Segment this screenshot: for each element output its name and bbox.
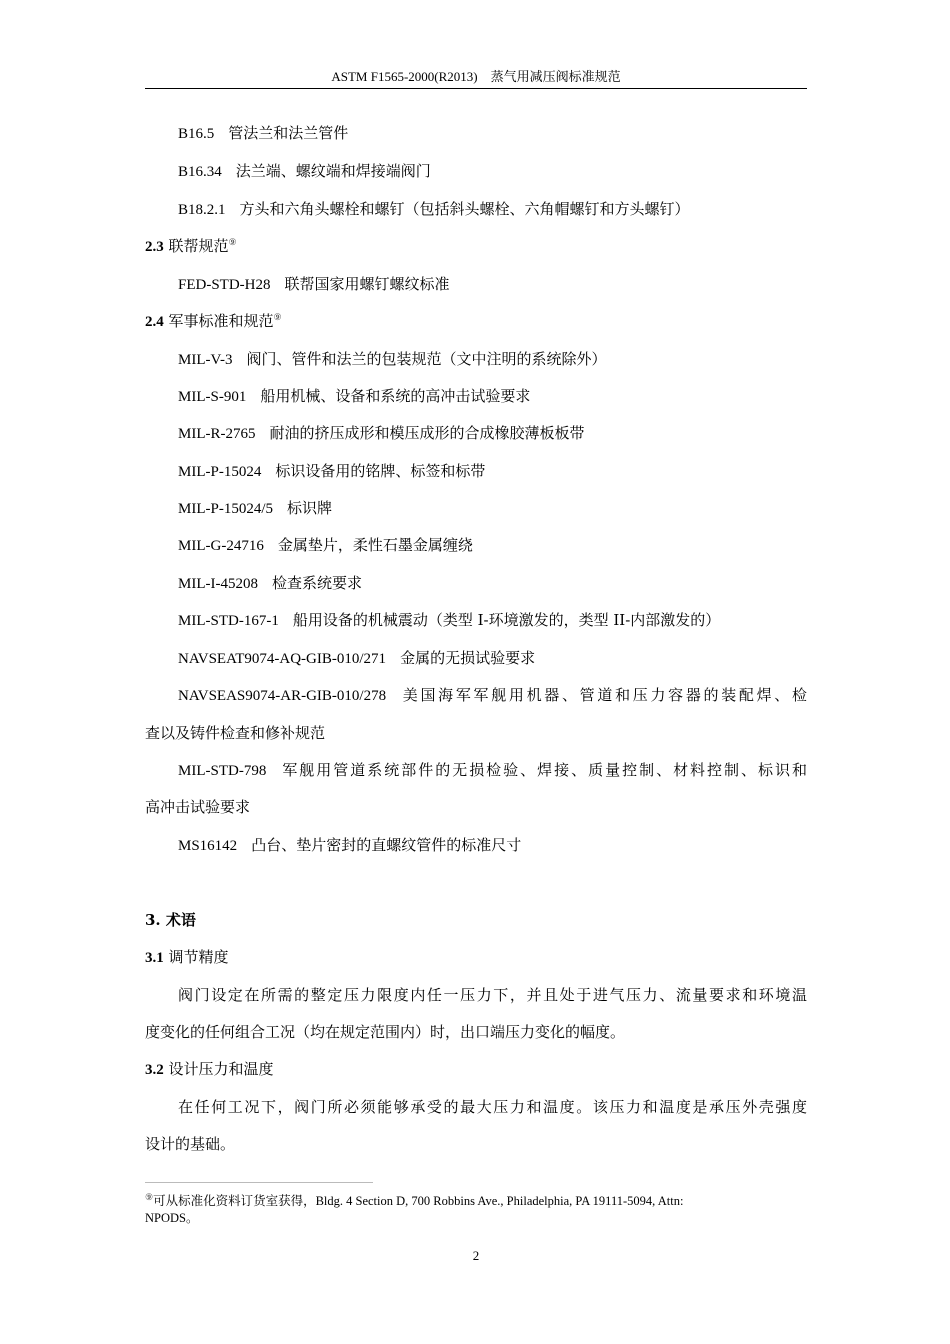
section-heading-3-1: 3.1 调节精度 bbox=[145, 948, 229, 966]
footnote-line: NPODS。 bbox=[145, 1211, 199, 1225]
footnote-rule bbox=[145, 1182, 373, 1183]
reference-item: MIL-G-24716 金属垫片，柔性石墨金属缠绕 bbox=[178, 536, 473, 554]
paragraph-line: 设计的基础。 bbox=[145, 1135, 236, 1153]
page-header: ASTM F1565-2000(R2013) 蒸气用减压阀标准规范 bbox=[331, 69, 621, 84]
reference-item: MIL-P-15024 标识设备用的铭牌、标签和标带 bbox=[178, 462, 486, 480]
paragraph-line: 度变化的任何组合工况（均在规定范围内）时，出口端压力变化的幅度。 bbox=[145, 1023, 626, 1041]
reference-item: B16.34 法兰端、螺纹端和焊接端阀门 bbox=[178, 162, 431, 180]
section-heading-2-4: 2.4 军事标准和规范⑨ bbox=[145, 312, 282, 330]
reference-item: MIL-R-2765 耐油的挤压成形和模压成形的合成橡胶薄板板带 bbox=[178, 424, 585, 442]
reference-item: MIL-I-45208 检查系统要求 bbox=[178, 574, 362, 592]
section-heading-2-3: 2.3 联帮规范⑨ bbox=[145, 237, 237, 255]
reference-item-continued: 查以及铸件检查和修补规范 bbox=[145, 724, 326, 742]
footnote-line: ⑨可从标准化资料订货室获得，Bldg. 4 Section D, 700 Robbins Ave., Philadelphia, PA 19111-5094, Attn: bbox=[145, 1191, 684, 1208]
reference-item-continued: 高冲击试验要求 bbox=[145, 798, 251, 816]
header-rule bbox=[145, 88, 807, 89]
reference-item: B18.2.1 方头和六角头螺栓和螺钉（包括斜头螺栓、六角帽螺钉和方头螺钉） bbox=[178, 200, 690, 218]
reference-item: MS16142 凸台、垫片密封的直螺纹管件的标准尺寸 bbox=[178, 836, 522, 854]
reference-item: NAVSEAS9074-AR-GIB-010/278 美国海军军舰用机器、管道和压力容器的装配焊、检 bbox=[178, 686, 807, 704]
footnote bbox=[145, 1193, 807, 1227]
reference-item: MIL-STD-167-1 船用设备的机械震动（类型 I-环境激发的，类型 II-内部激发的） bbox=[178, 611, 721, 629]
section-heading-3: 3. 术语 bbox=[145, 911, 196, 929]
reference-item: MIL-STD-798 军舰用管道系统部件的无损检验、焊接、质量控制、材料控制、标识和 bbox=[178, 761, 807, 779]
reference-item: MIL-S-901 船用机械、设备和系统的高冲击试验要求 bbox=[178, 387, 531, 405]
section-heading-3-2: 3.2 设计压力和温度 bbox=[145, 1060, 274, 1078]
page-number: 2 bbox=[472, 1248, 480, 1263]
paragraph-line: 阀门设定在所需的整定压力限度内任一压力下，并且处于进气压力、流量要求和环境温 bbox=[178, 986, 807, 1004]
reference-item: NAVSEAT9074-AQ-GIB-010/271 金属的无损试验要求 bbox=[178, 649, 536, 667]
reference-item: FED-STD-H28 联帮国家用螺钉螺纹标准 bbox=[178, 275, 450, 293]
paragraph-line: 在任何工况下，阀门所必须能够承受的最大压力和温度。该压力和温度是承压外壳强度 bbox=[178, 1098, 807, 1116]
reference-item: MIL-P-15024/5 标识牌 bbox=[178, 499, 333, 517]
footnote-ref: ⑨ bbox=[228, 238, 237, 248]
footnote-ref: ⑨ bbox=[273, 313, 282, 323]
reference-item: B16.5 管法兰和法兰管件 bbox=[178, 124, 349, 142]
reference-item: MIL-V-3 阀门、管件和法兰的包装规范（文中注明的系统除外） bbox=[178, 350, 607, 368]
